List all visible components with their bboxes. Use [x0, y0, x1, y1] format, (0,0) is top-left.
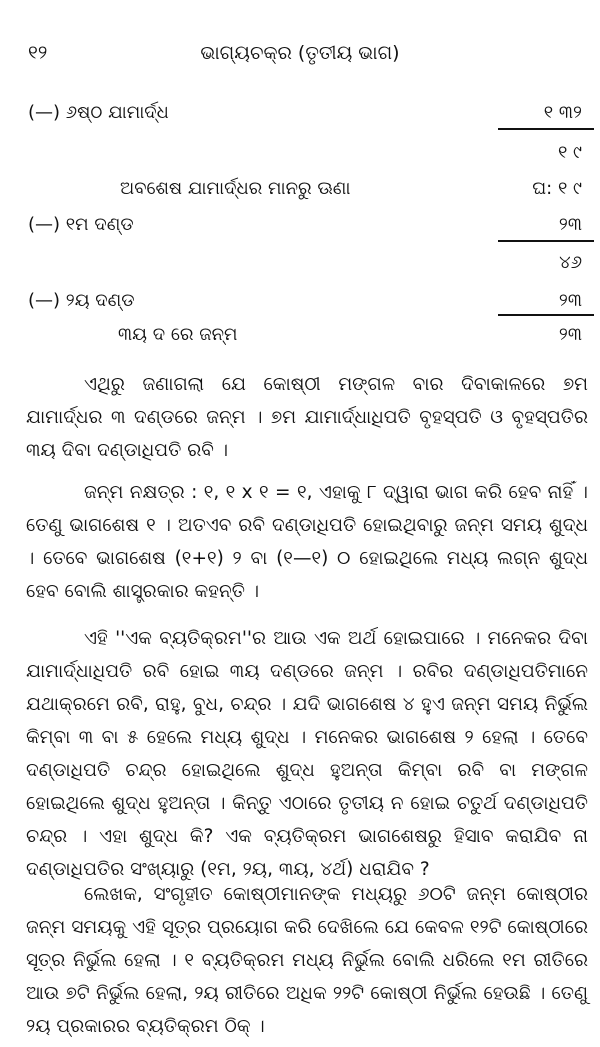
- calc-value: ଘ: ୧ ୯: [532, 178, 582, 199]
- calc-value: ୨୩: [558, 214, 582, 235]
- running-title: ଭାଗ୍ୟଚକ୍ର (ତୃତୀୟ ଭାଗ): [200, 42, 400, 64]
- calc-value: ୨୩: [558, 324, 582, 345]
- calc-row: [28, 176, 594, 202]
- calc-row: [28, 140, 594, 166]
- calc-value: ୨୩: [558, 290, 582, 311]
- calc-row: [28, 322, 594, 348]
- calc-label: (—) ୬ଷ୍ଠ ଯାମାର୍ଦ୍ଧ: [28, 102, 169, 123]
- calc-label: ଅବଶେଷ ଯାମାର୍ଦ୍ଧର ମାନରୁ ଊଣା: [120, 178, 351, 199]
- calc-rule: [498, 314, 594, 316]
- page-header: [0, 42, 600, 72]
- calc-label: (—) ୧ମ ଦଣ୍ଡ: [28, 214, 134, 235]
- calc-rule: [498, 128, 594, 130]
- calc-value: ୧ ୩୨: [543, 102, 582, 123]
- calc-row: [28, 250, 594, 276]
- paragraph-3: ଏହି ''ଏକ ବ୍ୟତିକ୍ରମ''ର ଆଉ ଏକ ଅର୍ଥ ହୋଇପାରେ । ମନେକର ଦିବା ଯାମାର୍ଦ୍ଧାଧିପତି ରବି ହୋଇ ୩ୟ ଦଣ୍ଡରେ ଜନ୍ମ । ରବିର ଦଣ୍ଡାଧିପତିମାନେ ଯଥାକ୍ରମେ ରବି, ରାହୁ, ବୁଧ, ଚନ୍ଦ୍ର । ଯଦି ଭାଗଶେଷ ୪ ହୁଏ ଜନ୍ମ ସମୟ ନିର୍ଭୁଲ କିମ୍ବା ୩ ବା ୫ ହେଲେ ମଧ୍ୟ ଶୁଦ୍ଧ । ମନେକର ଭାଗଶେଷ ୨ ହେଲା । ତେବେ ଦଣ୍ଡାଧିପତି ଚନ୍ଦ୍ର ହୋଇଥିଲେ ଶୁଦ୍ଧ ହୁଅନ୍ତା କିମ୍ବା ରବି ବା ମଙ୍ଗଳ ହୋଇଥିଲେ ଶୁଦ୍ଧ ହୁଅନ୍ତା । କିନ୍ତୁ ଏଠାରେ ତୃତୀୟ ନ ହୋଇ ଚତୁର୍ଥ ଦଣ୍ଡାଧିପତି ଚନ୍ଦ୍ର । ଏହା ଶୁଦ୍ଧ କି? ଏକ ବ୍ୟତିକ୍ରମ ଭାଗଶେଷରୁ ହିସାବ କରାଯିବ ନା ଦଣ୍ଡାଧିପତିର ସଂଖ୍ୟାରୁ (୧ମ, ୨ୟ, ୩ୟ, ୪ର୍ଥ) ଧରାଯିବ ?: [26, 628, 588, 880]
- calc-label: ୩ୟ ଦ ରେ ଜନ୍ମ: [118, 324, 238, 345]
- calc-rule: [498, 240, 594, 242]
- page-number: ୧୨: [28, 42, 48, 64]
- paragraph-1: ଏଥିରୁ ଜଣାଗଲା ଯେ କୋଷ୍ଠୀ ମଙ୍ଗଳ ବାର ଦିବାକାଳରେ ୭ମ ଯାମାର୍ଦ୍ଧର ୩ ଦଣ୍ଡରେ ଜନ୍ମ । ୭ମ ଯାମାର୍ଦ୍ଧାଧିପତି ବୃହସ୍ପତି ଓ ବୃହସ୍ପତିର ୩ୟ ଦିବା ଦଣ୍ଡାଧିପତି ରବି ।: [26, 374, 588, 461]
- calc-row: [28, 100, 594, 126]
- paragraph-4: ଲେଖକ, ସଂଗୃହୀତ କୋଷ୍ଠୀମାନଙ୍କ ମଧ୍ୟରୁ ୬୦ଟି ଜନ୍ମ କୋଷ୍ଠୀର ଜନ୍ମ ସମୟକୁ ଏହି ସୂତ୍ର ପ୍ରୟୋଗ କରି ଦେଖିଲେ ଯେ କେବଳ ୧୨ଟି କୋଷ୍ଠୀରେ ସୂତ୍ର ନିର୍ଭୁଲ ହେଲା । ୧ ବ୍ୟତିକ୍ରମ ମଧ୍ୟ ନିର୍ଭୁଲ ବୋଲି ଧରିଲେ ୧ମ ରୀତିରେ ଆଉ ୭ଟି ନିର୍ଭୁଲ ହେଲା, ୨ୟ ରୀତିରେ ଅଧିକ ୨୨ଟି କୋଷ୍ଠୀ ନିର୍ଭୁଲ ହେଉଛି । ତେଣୁ ୨ୟ ପ୍ରକାରର ବ୍ୟତିକ୍ରମ ଠିକ୍ ।: [26, 884, 588, 1037]
- paragraph-2: ଜନ୍ମ ନକ୍ଷତ୍ର : ୧, ୧ x ୧ = ୧, ଏହାକୁ ୮ ଦ୍ୱାରା ଭାଗ କରି ହେବ ନାହିଁ । ତେଣୁ ଭାଗଶେଷ ୧ । ଅତଏବ ରବି ଦଣ୍ଡାଧିପତି ହୋଇଥିବାରୁ ଜନ୍ମ ସମୟ ଶୁଦ୍ଧ । ତେବେ ଭାଗଶେଷ (୧+୧) ୨ ବା (୧—୧) ୦ ହୋଇଥିଲେ ମଧ୍ୟ ଲଗ୍ନ ଶୁଦ୍ଧ ହେବ ବୋଲି ଶାସ୍ତ୍ରକାର କହନ୍ତି ।: [26, 482, 588, 602]
- calc-label: (—) ୨ୟ ଦଣ୍ଡ: [28, 290, 135, 311]
- calc-row: [28, 212, 594, 238]
- calc-value: ୧ ୯: [557, 142, 582, 163]
- calc-value: ୪୬: [559, 252, 582, 273]
- calc-row: [28, 288, 594, 314]
